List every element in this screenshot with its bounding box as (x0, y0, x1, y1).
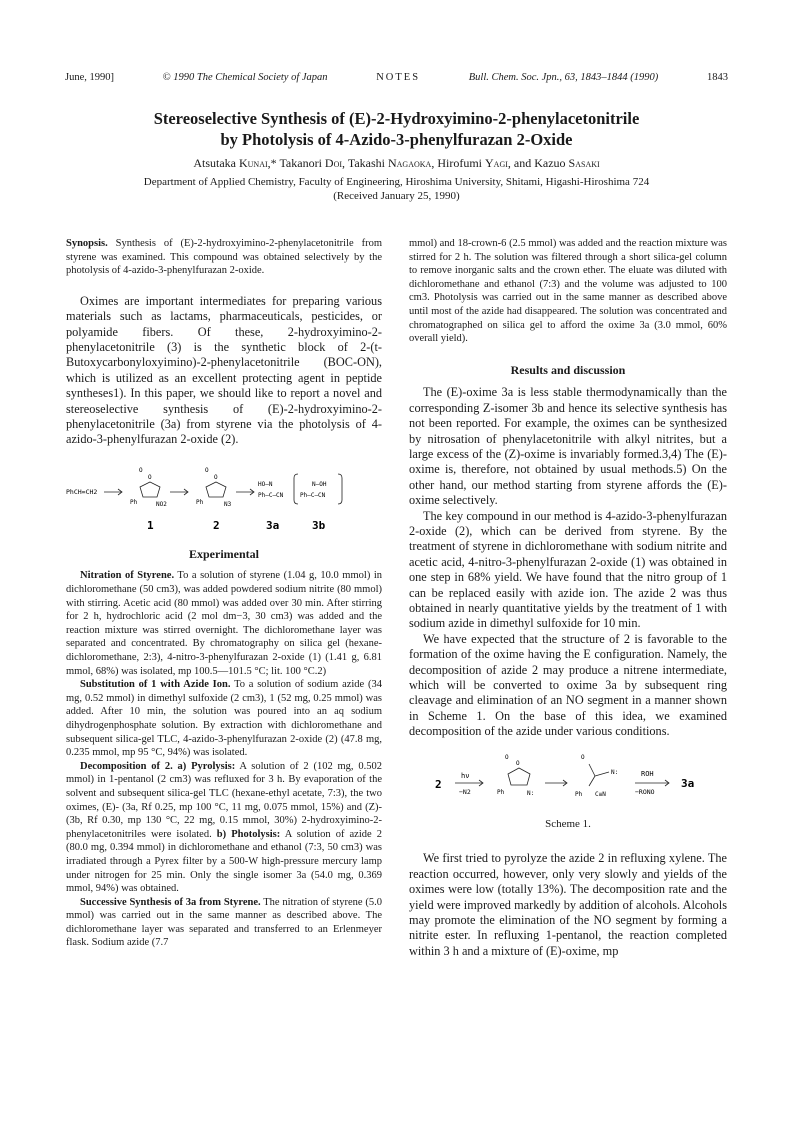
nitrile-label: C≡N (595, 790, 606, 798)
compound-3b-structure (294, 474, 342, 504)
author-separator: , and (507, 156, 535, 170)
author-first-name: Atsutaka (193, 156, 239, 170)
phenyl-label: Ph (196, 498, 204, 506)
roh-label: ROH (641, 769, 654, 778)
paragraph-label: Decomposition of 2. (80, 760, 173, 772)
author-first-name: Kazuo (534, 156, 569, 170)
oxide-o: O (205, 466, 209, 474)
ring-o: O (516, 759, 520, 767)
continued-paragraph: mmol) and 18-crown-6 (2.5 mmol) was added and the reaction mixture was stirred for 2 h. The solution was filtered through a short silica-gel column to remove inorganic salts and the crown ether. The eluate was diluted with dichloromethane and ethanol (7:3) and the volume was adjusted to 100 cm3. Photolysis was carried out in the same manner as described above until most of the azide had disappeared. The solution was concentrated and chromatographed on silica gel to afford the oxime 3a (3.0 mmol, 60% overall yield). (409, 238, 727, 345)
received-date: (Received January 25, 1990) (333, 190, 460, 202)
author-first-name: Takashi (347, 156, 388, 170)
title-line-1: Stereoselective Synthesis of (E)-2-Hydroxyimino-2-phenylacetonitrile (153, 109, 640, 128)
author-separator: , (431, 156, 438, 170)
compound-1-structure (130, 467, 167, 508)
author-last-name: Yagi (485, 156, 508, 170)
experimental-heading: Experimental (189, 546, 259, 561)
header-copyright: © 1990 The Chemical Society of Japan (162, 72, 328, 83)
ring-opened-intermediate (575, 754, 618, 798)
azide-label: N3 (224, 500, 232, 508)
compound-label: 3b (312, 518, 326, 532)
paragraph-label: Nitration of Styrene. (80, 570, 175, 582)
running-header (65, 72, 728, 83)
minus-rono-label: −RONO (635, 787, 655, 796)
header-journal: Bull. Chem. Soc. Jpn., 63, 1843–1844 (1990) (468, 72, 659, 83)
product-label: 3a (681, 776, 695, 790)
oxime-ho-n: HO—N (258, 480, 273, 488)
ring-o: O (148, 473, 152, 481)
paragraph-text: To a solution of styrene (1.04 g, 10.0 mmol) in dichloromethane (50 cm3), was added powdered sodium nitrite (80 mmol) with stirring. Acetic acid (80 mmol) was added over 30 min. After stirring for 2 h, hydrochloric acid (2 mol dm−3, 30 cm3) was added and the reaction mixture was stirred overnight. The dichloromethane layer was separated and concentrated. By chromatography on silica gel (hexane-dichloromethane, 2:3), 4-nitro-3-phenylfurazan 2-oxide (1) (1.41 g, 6.81 mmol, 68%) was isolated, mp 100.5—101.5 °C; lit. 100 °C.2) (66, 570, 383, 677)
decomposition-paragraph (66, 760, 382, 896)
compound-label: 1 (147, 518, 154, 532)
author-last-name: Nagaoka (387, 156, 432, 170)
results-heading: Results and discussion (510, 362, 626, 377)
intro-paragraph: Oximes are important intermediates for preparing various materials such as lactams, pharmaceuticals, pesticides, or polyamide fibers. Of these, 2-hydroxyimino-2-phenylacetonitrile (3) is the synthetic block of 2-(t-Butoxycarbonyloxyimino)-2-phenylacetonitrile (BOC-ON), which is utilized as an excellent protecting agent in peptide syntheses1). In this paper, we should like to report a novel and stereoselective synthesis of (E)-2-hydroxyimino-2-phenylacetonitrile (3a) from styrene via the photolysis of 4-azido-3-phenylfurazan 2-oxide (2). (66, 293, 382, 447)
oxime-n-oh: N—OH (312, 480, 327, 488)
author-last-name: Doi (324, 156, 343, 170)
compound-label: 2 (213, 518, 220, 532)
header-date: June, 1990] (65, 72, 114, 83)
nitrene-label: N: (611, 768, 619, 776)
author-last-name: Sasaki (568, 156, 600, 170)
nitrene-label: N: (527, 789, 535, 797)
affiliation: Department of Applied Chemistry, Faculty of Engineering, Hiroshima University, Shitami, Higashi-Hiroshima 724 (143, 176, 650, 188)
author-list (40, 156, 753, 171)
left-column (66, 237, 382, 950)
synopsis-label: Synopsis. (66, 238, 108, 249)
header-section: NOTES (376, 72, 421, 83)
article-title (40, 108, 753, 150)
header-page-number: 1843 (706, 72, 728, 83)
oxide-o: O (505, 753, 509, 761)
results-paragraph: We first tried to pyrolyze the azide 2 in refluxing xylene. The reaction occurred, however, only very slowly and yields of the oximes were low (totally 13%). The decomposition rate and the yield were improved markedly by addition of alcohols. Alcohols may promote the elimination of the NO segment by forming a nitrite ester. In refluxing 1-pentanol, the reaction completed within 3 h and a mixture of (E)-oxime, mp (409, 851, 727, 958)
ring-o: O (214, 473, 218, 481)
nitration-paragraph (66, 569, 382, 678)
paragraph-text: A solution of azide 2 (80.0 mg, 0.394 mmol) in dichloromethane and ethanol (7:3, 50 cm3) was irradiated through a Pyrex filter by a 500-W high-pressure mercury lamp under nitrogen for 25 min. Only the single isomer 3a (54.0 mg, 0.369 mmol, 94%) was obtained. (66, 828, 382, 895)
author-first-name: Takanori (279, 156, 325, 170)
scheme-1-diagram (409, 752, 727, 814)
phenyl-label: Ph (575, 790, 583, 798)
minus-n2-label: −N2 (459, 787, 471, 796)
synopsis (66, 237, 382, 278)
paragraph-text: The nitration of styrene (5.0 mmol) was carried out in the same manner as described above. The dichloromethane layer was separated and transferred to an Erlenmeyer flask. Sodium azide (7.7 (66, 896, 383, 949)
affiliation-block (40, 175, 753, 203)
nitrene-structure (497, 754, 534, 797)
phenyl-label: Ph (130, 498, 138, 506)
right-column (409, 237, 727, 959)
paragraph-text: A solution of 2 (102 mg, 0.502 mmol) in 1-pentanol (2 cm3) was refluxed for 3 h. By evaporation of the solvent and subsequent silica-gel TLC (hexane-ethyl acetate, 7:3), the two oximes, (E)- (3a, Rf 0.25, mp 100 °C, 11 mg, 0.075 mmol, 15%) and (Z)- (3b, Rf 0.30, mp 130 °C, 22 mg, 0.15 mmol, 30%) 2-hydroxyimino-2-phenylacetonitriles were isolated. (66, 760, 382, 840)
subsection-label: a) Pyrolysis: (172, 760, 236, 772)
results-paragraph: The (E)-oxime 3a is less stable thermodynamically than the corresponding Z-isomer 3b and hence its selective synthesis has not been reported. For example, the oximes can be synthesized by nitrosation of phenylacetonitrile with alkyl nitrites, but a large excess of the (Z)-oxime is invariably formed.3,4) The (E)-oxime is, therefore, not obtained by usual methods.5) On the other hand, our method starting from styrene affords the (E)-oxime selectively. (409, 385, 727, 508)
styrene-formula: PhCH=CH2 (66, 487, 98, 496)
paragraph-label: Successive Synthesis of 3a from Styrene. (80, 896, 261, 908)
author-last-name: Kunai (238, 156, 268, 170)
oxide-o: O (139, 466, 143, 474)
title-line-2: by Photolysis of 4-Azido-3-phenylfurazan 2-Oxide (220, 130, 573, 149)
author-first-name: Hirofumi (437, 156, 485, 170)
hv-label: hν (461, 771, 470, 780)
synthesis-scheme (66, 464, 382, 538)
corresponding-mark: ,* (267, 156, 280, 170)
compound-label: 3a (266, 518, 280, 532)
results-paragraph: We have expected that the structure of 2 is favorable to the formation of the oxime having the E configuration. Namely, the decomposition of azide 2 may produce a nitrene intermediate, which will be converted to oxime 3a by subsequent ring cleavage and elimination of an NO segment in a manner shown in Scheme 1. On the base of this idea, we examined decomposition of the azide under various conditions. (409, 631, 727, 739)
nitro-label: NO2 (156, 500, 167, 508)
compound-3a-structure (258, 481, 284, 499)
substitution-paragraph (66, 678, 382, 760)
compound-2-structure (196, 467, 232, 508)
oxime-backbone: Ph—C—CN (300, 491, 326, 499)
paragraph-text: To a solution of sodium azide (34 mg, 0.52 mmol) in dimethyl sulfoxide (2 cm3), 1 (52 mg, 0.25 mmol) was added. After 10 min, the solution was poured into an aq sodium dihydrogenphosphate solution. By extraction with dichloromethane and subsequent silica-gel TLC, 4-azido-3-phenylfurazan 2-oxide (2) (47.8 mg, 0.235 mmol, mp 95 °C, 94%) was isolated. (66, 679, 382, 759)
paragraph-label: Substitution of 1 with Azide Ion. (80, 679, 231, 691)
reactant-label: 2 (435, 777, 442, 791)
scheme-caption: Scheme 1. (545, 817, 591, 830)
synopsis-text: Synthesis of (E)-2-hydroxyimino-2-phenylacetonitrile from styrene was examined. This compound was obtained selectively by the photolysis of 4-azido-3-phenylfurazan 2-oxide. (66, 238, 382, 277)
phenyl-label: Ph (497, 788, 505, 796)
author-separator: , (342, 156, 348, 170)
oxide-o: O (581, 753, 585, 761)
results-paragraph: The key compound in our method is 4-azido-3-phenylfurazan 2-oxide (2), which can be derived from styrene. By the treatment of styrene in dichloromethane with sodium nitrite and acetic acid, 4-nitro-3-phenylfurazan 2-oxide (1) was obtained in one step in 68% yield. We have found that the nitro group of 1 can be replaced easily with azide ion. The azide 2 was thus obtained in nearly quantitative yields by the treatment of 1 with sodium azide in dimethyl sulfoxide for 10 min. (409, 508, 727, 631)
subsection-label: b) Photolysis: (211, 828, 281, 840)
successive-synthesis-paragraph (66, 896, 382, 950)
oxime-backbone: Ph—C—CN (258, 491, 284, 499)
